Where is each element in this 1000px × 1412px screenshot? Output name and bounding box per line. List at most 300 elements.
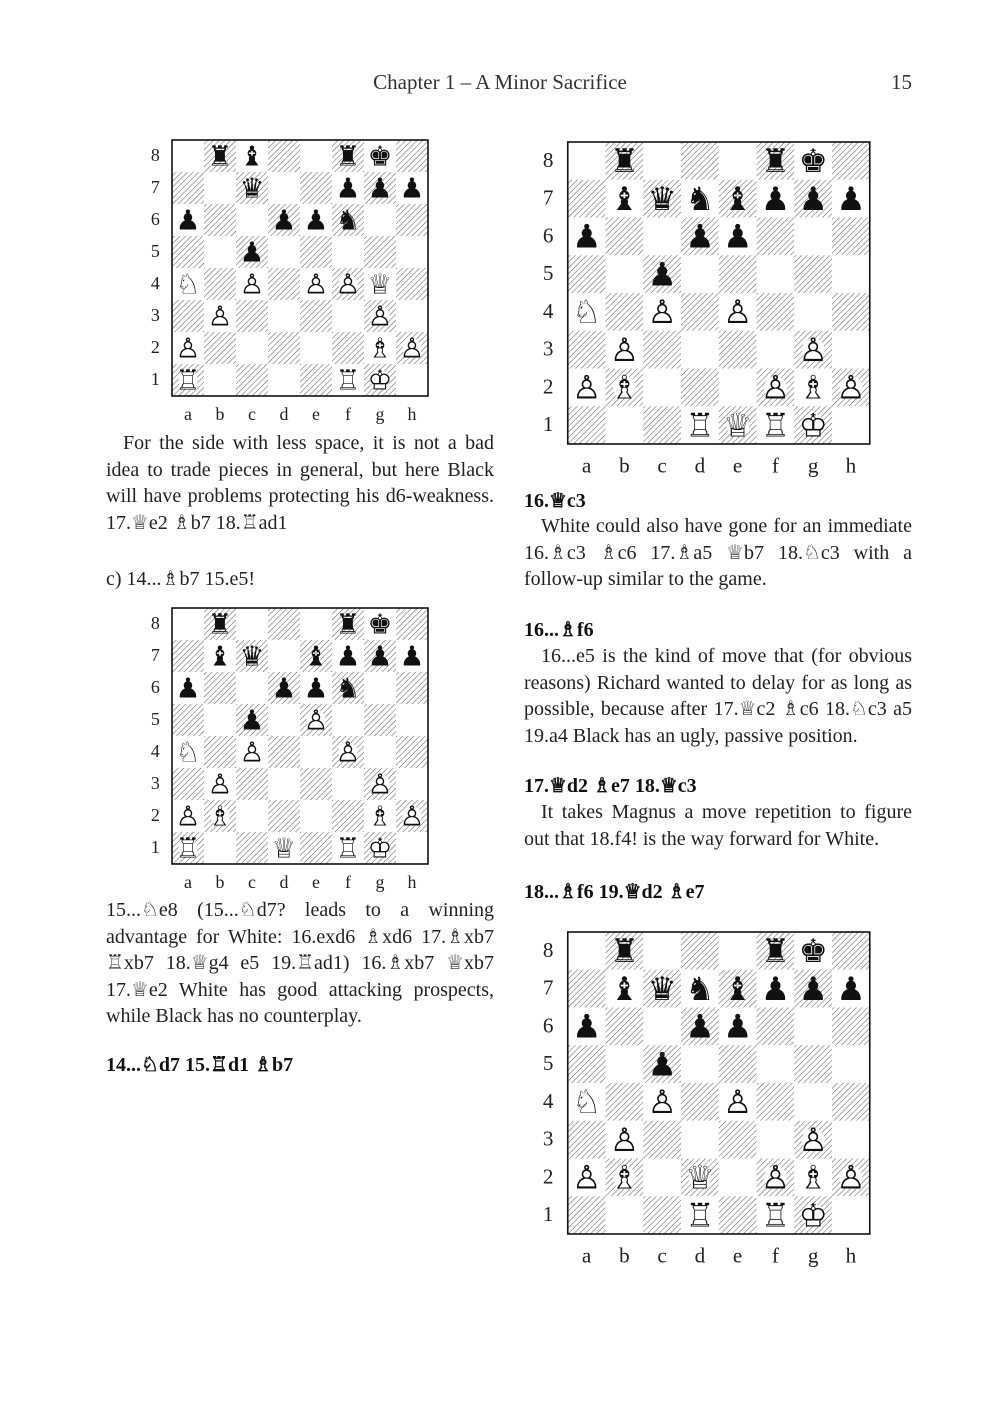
black-queen-icon: ♛ (239, 172, 265, 205)
file-label-h: h (407, 872, 417, 893)
black-pawn-icon: ♟ (271, 204, 297, 237)
dark-square-d4 (268, 268, 300, 300)
light-square-h3 (396, 768, 428, 800)
light-square-c6 (643, 1007, 681, 1045)
light-square-b1 (606, 406, 644, 444)
white-rook-icon: ♖ (685, 406, 715, 445)
black-pawn-icon: ♟ (239, 704, 265, 737)
white-rook-icon: ♖ (175, 832, 201, 865)
dark-square-e5 (300, 236, 332, 268)
rank-label-5: 5 (542, 1051, 554, 1076)
light-square-c8 (643, 932, 681, 970)
dark-square-e3 (300, 768, 332, 800)
dark-square-h8 (832, 932, 870, 970)
paragraph-white-could: White could also have gone for an immediate 16.♗c3 ♗c6 17.♗a5 ♕b7 18.♘c3 with a follow-up similar to the game. (524, 515, 912, 590)
light-square-e8 (719, 142, 757, 180)
white-pawn-icon: ♙ (367, 768, 393, 801)
light-square-b7 (204, 172, 236, 204)
white-queen-icon: ♕ (723, 406, 753, 445)
chess-diagram-1 (140, 140, 432, 430)
dark-square-d8 (268, 140, 300, 172)
dark-square-h6 (832, 1007, 870, 1045)
light-square-f5 (756, 255, 794, 293)
white-knight-icon: ♘ (572, 1083, 602, 1122)
light-square-e8 (719, 932, 757, 970)
dark-square-b6 (606, 217, 644, 255)
light-square-f3 (756, 1121, 794, 1159)
black-pawn-icon: ♟ (685, 217, 715, 256)
black-pawn-icon: ♟ (367, 172, 393, 205)
rank-label-5: 5 (542, 261, 554, 286)
white-rook-icon: ♖ (685, 1196, 715, 1235)
chess-diagram-2 (140, 608, 432, 898)
light-square-h1 (396, 364, 428, 396)
white-knight-icon: ♘ (175, 736, 201, 769)
white-pawn-icon: ♙ (367, 300, 393, 333)
dark-square-h4 (832, 293, 870, 331)
white-pawn-icon: ♙ (175, 332, 201, 365)
black-pawn-icon: ♟ (175, 672, 201, 705)
dark-square-h6 (396, 204, 428, 236)
light-square-d7 (268, 172, 300, 204)
black-bishop-icon: ♝ (303, 640, 329, 673)
dark-square-c3 (643, 331, 681, 369)
dark-square-c3 (236, 768, 268, 800)
file-label-b: b (619, 1243, 630, 1268)
white-pawn-icon: ♙ (723, 1083, 753, 1122)
file-label-e: e (732, 1243, 743, 1268)
rank-label-6: 6 (542, 223, 554, 248)
black-king-icon: ♚ (367, 608, 393, 641)
file-label-c: c (248, 872, 256, 893)
light-square-g4 (794, 1083, 832, 1121)
light-square-a8 (568, 932, 606, 970)
paragraph-less-space: For the side with less space, it is not a bad idea to trade pieces in general, but here Black will have problems protecting his d6-weakness. 17.♕e2 ♗b7 18.♖ad1 (106, 432, 494, 534)
dark-square-d8 (681, 932, 719, 970)
dark-square-c1 (643, 1196, 681, 1234)
light-square-g6 (364, 672, 396, 704)
dark-square-a5 (568, 1045, 606, 1083)
black-bishop-icon: ♝ (723, 969, 753, 1008)
rank-label-8: 8 (150, 613, 160, 634)
dark-square-e3 (719, 1121, 757, 1159)
light-square-d5 (268, 236, 300, 268)
white-pawn-icon: ♙ (609, 330, 639, 369)
white-king-icon: ♔ (367, 832, 393, 865)
light-square-d5 (268, 704, 300, 736)
light-square-c2 (236, 800, 268, 832)
light-square-e2 (719, 368, 757, 406)
light-square-g4 (364, 736, 396, 768)
black-pawn-icon: ♟ (335, 172, 361, 205)
black-pawn-icon: ♟ (685, 1007, 715, 1046)
move-17-qd2: 17.♕d2 ♗e7 18.♕c3 (524, 775, 697, 797)
rank-label-8: 8 (542, 147, 554, 172)
rank-label-2: 2 (542, 374, 554, 399)
black-pawn-icon: ♟ (836, 179, 866, 218)
black-pawn-icon: ♟ (399, 172, 425, 205)
light-square-d3 (268, 768, 300, 800)
file-label-g: g (807, 1243, 819, 1268)
chess-board-svg (140, 140, 432, 430)
white-bishop-icon: ♗ (367, 800, 393, 833)
file-label-g: g (807, 453, 819, 478)
dark-square-d4 (681, 1083, 719, 1121)
dark-square-d2 (681, 368, 719, 406)
black-rook-icon: ♜ (207, 140, 233, 173)
black-rook-icon: ♜ (609, 142, 639, 181)
chess-diagram-3 (530, 142, 874, 484)
rank-label-3: 3 (150, 773, 160, 794)
white-bishop-icon: ♗ (798, 1158, 828, 1197)
light-square-d3 (268, 300, 300, 332)
chess-board-svg (530, 932, 874, 1274)
dark-square-d4 (268, 736, 300, 768)
dark-square-e3 (300, 300, 332, 332)
rank-label-4: 4 (150, 273, 160, 294)
white-rook-icon: ♖ (335, 364, 361, 397)
dark-square-c1 (236, 832, 268, 864)
light-square-h5 (396, 704, 428, 736)
page-number: 15 (891, 70, 912, 94)
dark-square-e7 (300, 172, 332, 204)
black-pawn-icon: ♟ (723, 1007, 753, 1046)
dark-square-c1 (643, 406, 681, 444)
dark-square-c3 (236, 300, 268, 332)
light-square-c6 (643, 217, 681, 255)
dark-square-a7 (568, 970, 606, 1008)
dark-square-h4 (396, 268, 428, 300)
file-label-a: a (581, 1243, 592, 1268)
white-rook-icon: ♖ (760, 1196, 790, 1235)
dark-square-a7 (172, 640, 204, 672)
rank-label-4: 4 (542, 1088, 554, 1113)
light-square-h1 (832, 1196, 870, 1234)
dark-square-h6 (832, 217, 870, 255)
white-king-icon: ♔ (798, 1196, 828, 1235)
white-pawn-icon: ♙ (207, 768, 233, 801)
light-square-d3 (681, 1121, 719, 1159)
light-square-h5 (832, 1045, 870, 1083)
file-label-d: d (694, 453, 706, 478)
white-pawn-icon: ♙ (723, 293, 753, 332)
dark-square-g5 (364, 236, 396, 268)
dark-square-b6 (204, 204, 236, 236)
light-square-b1 (204, 832, 236, 864)
white-bishop-icon: ♗ (207, 800, 233, 833)
black-rook-icon: ♜ (335, 608, 361, 641)
light-square-g6 (364, 204, 396, 236)
rank-label-4: 4 (542, 298, 554, 323)
light-square-g4 (794, 293, 832, 331)
white-pawn-icon: ♙ (239, 268, 265, 301)
dark-square-h4 (832, 1083, 870, 1121)
file-label-e: e (312, 872, 320, 893)
file-label-a: a (184, 404, 192, 425)
black-bishop-icon: ♝ (609, 969, 639, 1008)
rank-label-7: 7 (150, 645, 160, 666)
rank-label-6: 6 (150, 209, 160, 230)
move-16-qc3: 16.♕c3 (524, 490, 586, 512)
light-square-h5 (832, 255, 870, 293)
white-pawn-icon: ♙ (303, 704, 329, 737)
dark-square-a5 (568, 255, 606, 293)
chess-diagram-4 (530, 932, 874, 1274)
chess-board-svg (140, 608, 432, 898)
dark-square-e5 (719, 255, 757, 293)
file-label-f: f (771, 453, 779, 478)
light-square-f3 (332, 768, 364, 800)
dark-square-g5 (794, 255, 832, 293)
black-pawn-icon: ♟ (760, 179, 790, 218)
file-label-d: d (279, 404, 289, 425)
move-18-bf6: 18...♗f6 19.♕d2 ♗e7 (524, 881, 705, 903)
dark-square-a5 (172, 704, 204, 736)
dark-square-h8 (396, 140, 428, 172)
rank-label-2: 2 (150, 805, 160, 826)
white-pawn-icon: ♙ (303, 268, 329, 301)
file-label-f: f (345, 872, 351, 893)
black-queen-icon: ♛ (647, 969, 677, 1008)
dark-square-a5 (172, 236, 204, 268)
white-pawn-icon: ♙ (647, 293, 677, 332)
black-rook-icon: ♜ (609, 932, 639, 971)
white-pawn-icon: ♙ (647, 1083, 677, 1122)
white-pawn-icon: ♙ (399, 800, 425, 833)
dark-square-h6 (396, 672, 428, 704)
light-square-a8 (568, 142, 606, 180)
black-pawn-icon: ♟ (723, 217, 753, 256)
light-square-e2 (719, 1158, 757, 1196)
light-square-b1 (204, 364, 236, 396)
rank-label-7: 7 (542, 975, 554, 1000)
dark-square-e3 (719, 331, 757, 369)
light-square-b5 (204, 704, 236, 736)
rank-label-3: 3 (542, 1126, 554, 1151)
white-king-icon: ♔ (367, 364, 393, 397)
paragraph-16-e5: 16...e5 is the kind of move that (for obvious reasons) Richard wanted to delay for as long as possible, because after 17.♕c2 ♗c6 18.♘c3 a5 19.a4 Black has an ugly, passive position. (524, 645, 912, 747)
black-rook-icon: ♜ (760, 142, 790, 181)
file-label-b: b (619, 453, 630, 478)
white-pawn-icon: ♙ (175, 800, 201, 833)
light-square-g6 (794, 217, 832, 255)
paragraph-magnus: It takes Magnus a move repetition to figure out that 18.f4! is the way forward for White. (524, 801, 912, 850)
dark-square-f4 (756, 1083, 794, 1121)
black-rook-icon: ♜ (760, 932, 790, 971)
dark-square-f2 (332, 332, 364, 364)
file-label-f: f (771, 1243, 779, 1268)
white-pawn-icon: ♙ (572, 368, 602, 407)
black-pawn-icon: ♟ (572, 217, 602, 256)
white-pawn-icon: ♙ (760, 368, 790, 407)
rank-label-1: 1 (542, 1202, 554, 1227)
light-square-d5 (681, 1045, 719, 1083)
white-pawn-icon: ♙ (335, 736, 361, 769)
file-label-c: c (657, 1243, 667, 1268)
dark-square-a1 (568, 1196, 606, 1234)
dark-square-a1 (568, 406, 606, 444)
light-square-c8 (643, 142, 681, 180)
file-label-e: e (312, 404, 320, 425)
dark-square-c1 (236, 364, 268, 396)
black-pawn-icon: ♟ (836, 969, 866, 1008)
chapter-title: Chapter 1 – A Minor Sacrifice (373, 70, 627, 94)
dark-square-g5 (794, 1045, 832, 1083)
dark-square-h8 (832, 142, 870, 180)
black-pawn-icon: ♟ (798, 969, 828, 1008)
dark-square-h4 (396, 736, 428, 768)
dark-square-d8 (268, 608, 300, 640)
light-square-d7 (268, 640, 300, 672)
paragraph-15-ne8: 15...♘e8 (15...♘d7? leads to a winning advantage for White: 16.exd6 ♗xd6 17.♗xb7 ♖xb7 18.♕g4 e5 19.♖ad1) 16.♗xb7 ♕xb7 17.♕e2 White has good attacking prospects, while Black has no counterplay. (106, 899, 494, 1027)
light-square-c8 (236, 608, 268, 640)
dark-square-b6 (204, 672, 236, 704)
light-square-c2 (643, 1158, 681, 1196)
file-label-d: d (279, 872, 289, 893)
rank-label-3: 3 (542, 336, 554, 361)
rank-label-1: 1 (150, 369, 160, 390)
file-label-h: h (845, 1243, 857, 1268)
black-pawn-icon: ♟ (303, 204, 329, 237)
dark-square-d2 (268, 332, 300, 364)
black-pawn-icon: ♟ (399, 640, 425, 673)
dark-square-d2 (268, 800, 300, 832)
black-king-icon: ♚ (798, 142, 828, 181)
light-square-b5 (606, 1045, 644, 1083)
white-queen-icon: ♕ (685, 1158, 715, 1197)
move-16-bf6: 16...♗f6 (524, 619, 594, 641)
white-pawn-icon: ♙ (836, 1158, 866, 1197)
file-label-a: a (581, 453, 592, 478)
dark-square-h8 (396, 608, 428, 640)
file-label-h: h (845, 453, 857, 478)
file-label-e: e (732, 453, 743, 478)
light-square-e8 (300, 608, 332, 640)
dark-square-b4 (204, 268, 236, 300)
light-square-h5 (396, 236, 428, 268)
dark-square-e1 (719, 1196, 757, 1234)
light-square-c6 (236, 672, 268, 704)
light-square-c2 (236, 332, 268, 364)
black-pawn-icon: ♟ (367, 640, 393, 673)
light-square-c2 (643, 368, 681, 406)
light-square-e4 (300, 736, 332, 768)
light-square-a8 (172, 608, 204, 640)
rank-label-2: 2 (542, 1164, 554, 1189)
light-square-d3 (681, 331, 719, 369)
dark-square-a7 (172, 172, 204, 204)
dark-square-b4 (606, 1083, 644, 1121)
white-rook-icon: ♖ (335, 832, 361, 865)
white-pawn-icon: ♙ (572, 1158, 602, 1197)
black-king-icon: ♚ (798, 932, 828, 971)
dark-square-a3 (172, 300, 204, 332)
rank-label-4: 4 (150, 741, 160, 762)
light-square-e2 (300, 332, 332, 364)
light-square-h3 (832, 331, 870, 369)
white-bishop-icon: ♗ (798, 368, 828, 407)
light-square-c6 (236, 204, 268, 236)
dark-square-b6 (606, 1007, 644, 1045)
rank-label-8: 8 (542, 937, 554, 962)
file-label-h: h (407, 404, 417, 425)
dark-square-a3 (568, 331, 606, 369)
black-queen-icon: ♛ (647, 179, 677, 218)
dark-square-g5 (364, 704, 396, 736)
light-square-b5 (606, 255, 644, 293)
white-pawn-icon: ♙ (836, 368, 866, 407)
rank-label-1: 1 (150, 837, 160, 858)
black-knight-icon: ♞ (335, 672, 361, 705)
black-bishop-icon: ♝ (239, 140, 265, 173)
light-square-f5 (332, 704, 364, 736)
variation-c: c) 14...♗b7 15.e5! (106, 568, 256, 590)
dark-square-c3 (643, 1121, 681, 1159)
white-rook-icon: ♖ (175, 364, 201, 397)
black-pawn-icon: ♟ (175, 204, 201, 237)
rank-label-6: 6 (150, 677, 160, 698)
dark-square-f6 (756, 1007, 794, 1045)
light-square-a8 (172, 140, 204, 172)
black-queen-icon: ♛ (239, 640, 265, 673)
black-bishop-icon: ♝ (207, 640, 233, 673)
black-pawn-icon: ♟ (647, 255, 677, 294)
rank-label-3: 3 (150, 305, 160, 326)
file-label-b: b (215, 404, 225, 425)
light-square-e8 (300, 140, 332, 172)
file-label-d: d (694, 1243, 706, 1268)
light-square-b5 (204, 236, 236, 268)
black-bishop-icon: ♝ (609, 179, 639, 218)
light-square-d1 (268, 364, 300, 396)
white-king-icon: ♔ (798, 406, 828, 445)
rank-label-5: 5 (150, 241, 160, 262)
white-pawn-icon: ♙ (609, 1120, 639, 1159)
dark-square-f4 (756, 293, 794, 331)
black-pawn-icon: ♟ (303, 672, 329, 705)
move-14-nd7: 14...♘d7 15.♖d1 ♗b7 (106, 1054, 294, 1076)
light-square-d5 (681, 255, 719, 293)
dark-square-f2 (332, 800, 364, 832)
black-pawn-icon: ♟ (239, 236, 265, 269)
rank-label-2: 2 (150, 337, 160, 358)
white-pawn-icon: ♙ (207, 300, 233, 333)
rank-label-7: 7 (150, 177, 160, 198)
rank-label-5: 5 (150, 709, 160, 730)
rank-label-7: 7 (542, 185, 554, 210)
file-label-c: c (248, 404, 256, 425)
black-pawn-icon: ♟ (798, 179, 828, 218)
black-rook-icon: ♜ (207, 608, 233, 641)
white-bishop-icon: ♗ (367, 332, 393, 365)
dark-square-a7 (568, 180, 606, 218)
light-square-f3 (756, 331, 794, 369)
light-square-h3 (396, 300, 428, 332)
light-square-e2 (300, 800, 332, 832)
black-bishop-icon: ♝ (723, 179, 753, 218)
black-knight-icon: ♞ (335, 204, 361, 237)
white-pawn-icon: ♙ (239, 736, 265, 769)
file-label-a: a (184, 872, 192, 893)
light-square-b1 (606, 1196, 644, 1234)
rank-label-8: 8 (150, 145, 160, 166)
dark-square-b2 (204, 332, 236, 364)
white-pawn-icon: ♙ (798, 330, 828, 369)
light-square-g6 (794, 1007, 832, 1045)
white-pawn-icon: ♙ (399, 332, 425, 365)
black-king-icon: ♚ (367, 140, 393, 173)
black-pawn-icon: ♟ (335, 640, 361, 673)
